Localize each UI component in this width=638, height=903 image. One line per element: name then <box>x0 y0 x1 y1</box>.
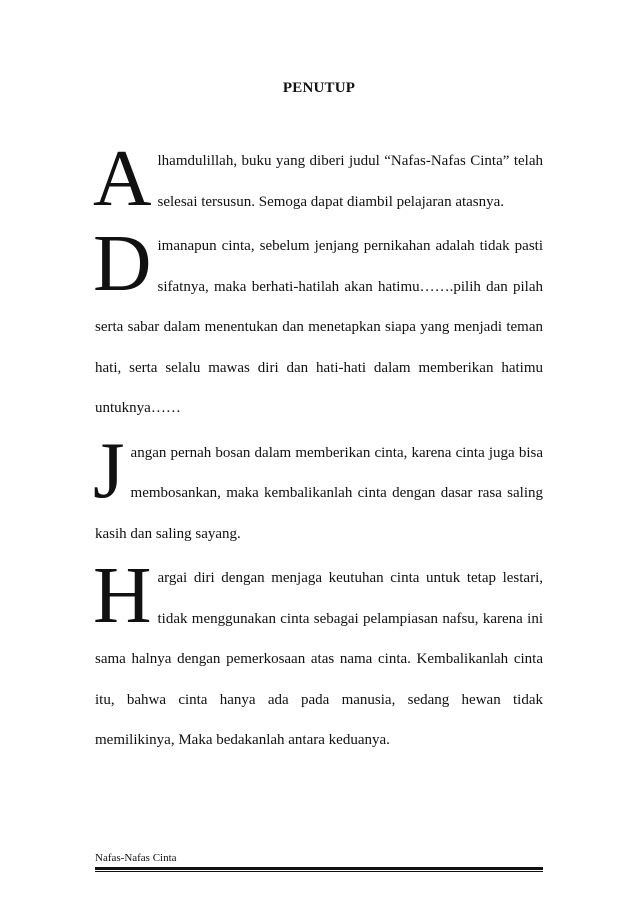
paragraph <box>93 218 543 429</box>
drop-cap: A <box>93 133 152 223</box>
paragraph-text: lhamdulillah, buku yang diberi judul “Nafas-Nafas Cinta” telah selesai tersusun. Semoga dapat diambil pelajaran atasnya. <box>157 153 543 210</box>
page-title: PENUTUP <box>282 80 356 96</box>
paragraph <box>93 424 543 555</box>
paragraph-text: angan pernah bosan dalam memberikan cinta, karena cinta juga bisa membosankan, maka kembalikanlah cinta dengan dasar rasa saling kasih dan saling sayang. <box>95 444 543 542</box>
body-text <box>93 133 543 765</box>
paragraph <box>93 133 543 223</box>
footer-double-rule <box>95 867 543 872</box>
drop-cap: J <box>93 424 125 515</box>
paragraph <box>93 550 543 761</box>
footer-title: Nafas-Nafas Cinta <box>95 852 177 864</box>
paragraph-text: argai diri dengan menjaga keutuhan cinta untuk tetap lestari, tidak menggunakan cinta sebagai pelampiasan nafsu, karena ini sama halnya dengan pemerkosaan atas nama cinta. Kembalikanlah cinta itu, bahwa cinta hanya ada pada manusia, sedang hewan tidak memilikinya, Maka bedakanlah antara keduanya. <box>95 570 543 748</box>
page-footer <box>95 852 543 872</box>
paragraph-text: imanapun cinta, sebelum jenjang pernikahan adalah tidak pasti sifatnya, maka berhati-hatilah akan hatimu…….pilih dan pilah serta sabar dalam menentukan dan menetapkan siapa yang menjadi teman hati, serta selalu mawas diri dan hati-hati dalam memberikan hatimu untuknya…… <box>95 238 543 416</box>
drop-cap: H <box>93 550 152 640</box>
drop-cap: D <box>93 218 152 308</box>
